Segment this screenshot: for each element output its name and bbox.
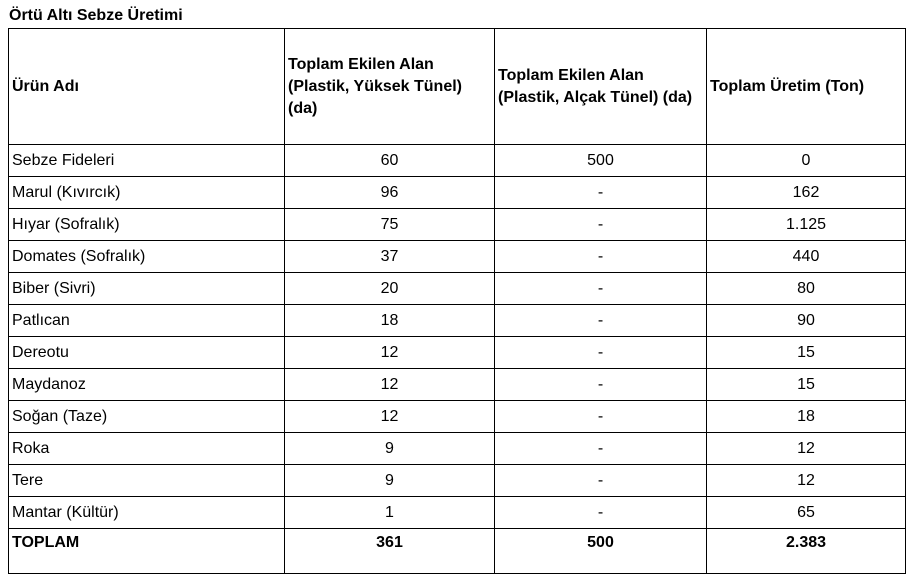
table-row	[9, 433, 906, 465]
table-row	[9, 305, 906, 337]
low-tunnel-area-cell: -	[495, 177, 707, 209]
column-header-total-production: Toplam Üretim (Ton)	[707, 29, 906, 145]
table-row	[9, 465, 906, 497]
total-high-tunnel-area-cell: 361	[285, 529, 495, 574]
production-cell: 15	[707, 337, 906, 369]
high-tunnel-area-cell: 37	[285, 241, 495, 273]
high-tunnel-area-cell: 9	[285, 465, 495, 497]
high-tunnel-area-cell: 18	[285, 305, 495, 337]
column-header-low-tunnel-area: Toplam Ekilen Alan (Plastik, Alçak Tünel) (da)	[495, 29, 707, 145]
total-product-name-cell: TOPLAM	[9, 529, 285, 574]
high-tunnel-area-cell: 96	[285, 177, 495, 209]
production-cell: 12	[707, 433, 906, 465]
header-row	[9, 29, 906, 145]
high-tunnel-area-cell: 9	[285, 433, 495, 465]
product-name-cell: Biber (Sivri)	[9, 273, 285, 305]
high-tunnel-area-cell: 1	[285, 497, 495, 529]
low-tunnel-area-cell: -	[495, 497, 707, 529]
product-name-cell: Dereotu	[9, 337, 285, 369]
product-name-cell: Roka	[9, 433, 285, 465]
table-row	[9, 273, 906, 305]
high-tunnel-area-cell: 75	[285, 209, 495, 241]
product-name-cell: Sebze Fideleri	[9, 145, 285, 177]
production-table	[8, 28, 906, 574]
table-body	[9, 145, 906, 574]
production-cell: 18	[707, 401, 906, 433]
low-tunnel-area-cell: -	[495, 273, 707, 305]
product-name-cell: Domates (Sofralık)	[9, 241, 285, 273]
production-cell: 1.125	[707, 209, 906, 241]
table-row	[9, 401, 906, 433]
product-name-cell: Mantar (Kültür)	[9, 497, 285, 529]
product-name-cell: Marul (Kıvırcık)	[9, 177, 285, 209]
production-cell: 90	[707, 305, 906, 337]
low-tunnel-area-cell: -	[495, 241, 707, 273]
low-tunnel-area-cell: -	[495, 305, 707, 337]
product-name-cell: Maydanoz	[9, 369, 285, 401]
production-cell: 12	[707, 465, 906, 497]
table-row	[9, 241, 906, 273]
production-cell: 80	[707, 273, 906, 305]
table-title: Örtü Altı Sebze Üretimi	[9, 7, 183, 24]
low-tunnel-area-cell: -	[495, 465, 707, 497]
high-tunnel-area-cell: 12	[285, 401, 495, 433]
total-production-cell: 2.383	[707, 529, 906, 574]
product-name-cell: Hıyar (Sofralık)	[9, 209, 285, 241]
low-tunnel-area-cell: -	[495, 337, 707, 369]
production-cell: 65	[707, 497, 906, 529]
total-low-tunnel-area-cell: 500	[495, 529, 707, 574]
column-header-product: Ürün Adı	[9, 29, 285, 145]
product-name-cell: Tere	[9, 465, 285, 497]
low-tunnel-area-cell: -	[495, 209, 707, 241]
low-tunnel-area-cell: -	[495, 369, 707, 401]
table-row	[9, 497, 906, 529]
high-tunnel-area-cell: 12	[285, 337, 495, 369]
product-name-cell: Soğan (Taze)	[9, 401, 285, 433]
low-tunnel-area-cell: 500	[495, 145, 707, 177]
low-tunnel-area-cell: -	[495, 433, 707, 465]
production-cell: 162	[707, 177, 906, 209]
high-tunnel-area-cell: 60	[285, 145, 495, 177]
table-row	[9, 209, 906, 241]
table-row	[9, 145, 906, 177]
column-header-high-tunnel-area: Toplam Ekilen Alan (Plastik, Yüksek Tünel) (da)	[285, 29, 495, 145]
table-row	[9, 337, 906, 369]
table-row	[9, 369, 906, 401]
high-tunnel-area-cell: 12	[285, 369, 495, 401]
total-row	[9, 529, 906, 574]
low-tunnel-area-cell: -	[495, 401, 707, 433]
production-cell: 0	[707, 145, 906, 177]
table-row	[9, 177, 906, 209]
production-cell: 440	[707, 241, 906, 273]
product-name-cell: Patlıcan	[9, 305, 285, 337]
production-cell: 15	[707, 369, 906, 401]
high-tunnel-area-cell: 20	[285, 273, 495, 305]
